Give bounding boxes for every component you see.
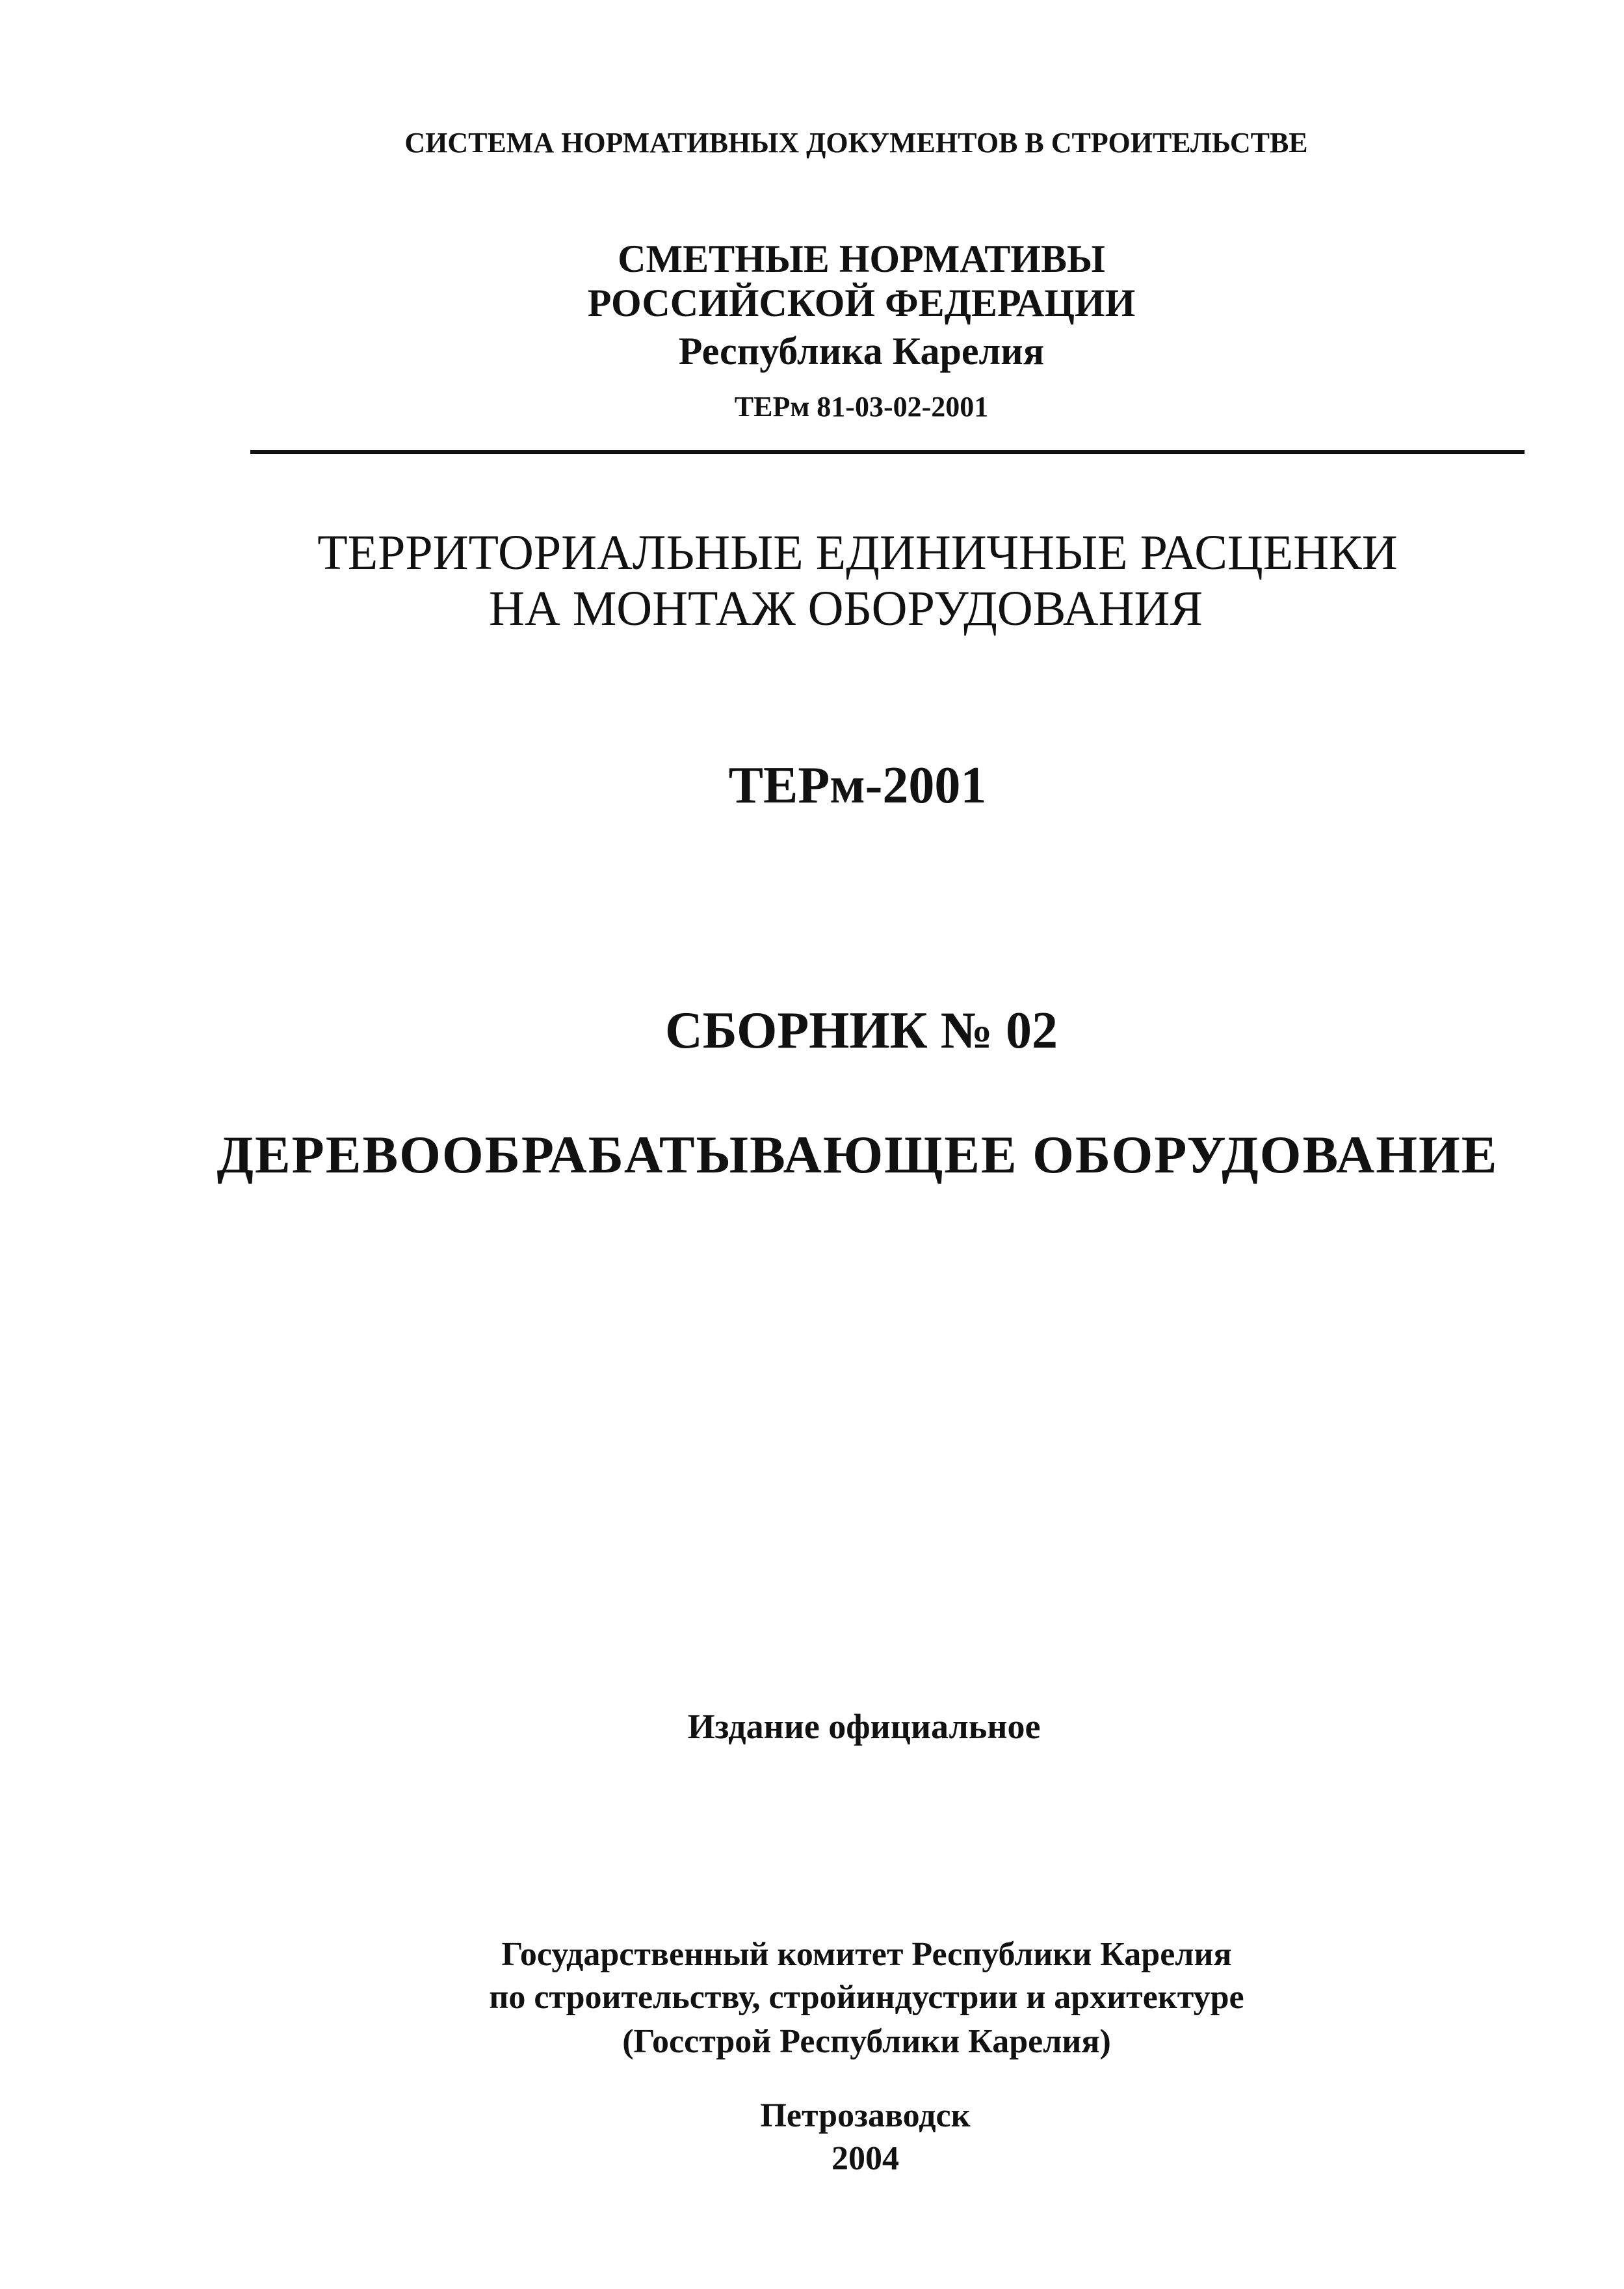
main-title-line2: НА МОНТАЖ ОБОРУДОВАНИЯ bbox=[488, 581, 1203, 636]
publication-year: 2004 bbox=[832, 2140, 899, 2177]
publisher-line1: Государственный комитет Республики Карелия bbox=[501, 1936, 1232, 1973]
short-code: ТЕРм-2001 bbox=[728, 757, 987, 814]
main-title-line1: ТЕРРИТОРИАЛЬНЫЕ ЕДИНИЧНЫЕ РАСЦЕНКИ bbox=[317, 525, 1398, 580]
publisher-line3: (Госстрой Республики Карелия) bbox=[622, 2023, 1111, 2060]
system-heading: СИСТЕМА НОРМАТИВНЫХ ДОКУМЕНТОВ В СТРОИТЕЛЬСТВЕ bbox=[404, 127, 1308, 159]
norms-heading-line2: РОССИЙСКОЙ ФЕДЕРАЦИИ bbox=[587, 282, 1136, 324]
publication-city: Петрозаводск bbox=[760, 2097, 971, 2134]
region-name: Республика Карелия bbox=[678, 330, 1045, 373]
publisher-line2: по строительству, стройиндустрии и архитектуре bbox=[489, 1979, 1244, 2016]
collection-subject: ДЕРЕВООБРАБАТЫВАЮЩЕЕ ОБОРУДОВАНИЕ bbox=[216, 1125, 1499, 1184]
header-divider bbox=[250, 450, 1525, 454]
collection-number: СБОРНИК № 02 bbox=[664, 1002, 1058, 1059]
document-code: ТЕРм 81-03-02-2001 bbox=[734, 391, 989, 423]
edition-label: Издание официальное bbox=[687, 1707, 1041, 1746]
norms-heading-line1: СМЕТНЫЕ НОРМАТИВЫ bbox=[618, 237, 1105, 280]
